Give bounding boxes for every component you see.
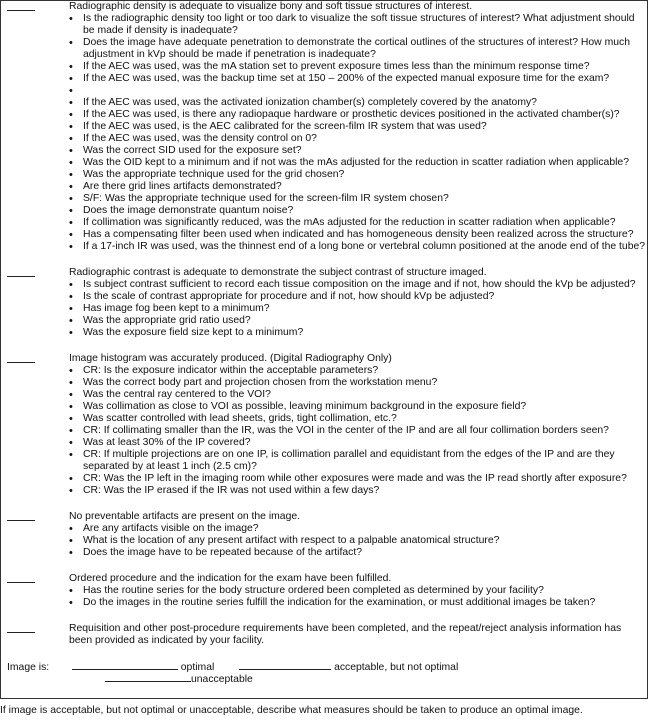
list-item: • Has the routine series for the body structure ordered been completed as determined by your facility? (69, 585, 647, 597)
list-item: • Does the image have to be repeated because of the artifact? (69, 547, 647, 559)
check-blank[interactable] (7, 353, 35, 363)
check-blank[interactable] (7, 1, 35, 11)
section-requisition (1, 623, 647, 647)
list-item: • Is the scale of contrast appropriate for procedure and if not, how should kVp be adjusted? (69, 291, 647, 303)
list-item: • Is the radiographic density too light or too dark to visualize the soft tissue structures of interest? What adjustment should be made if density is inadequate? (69, 13, 647, 37)
list-item: • Are any artifacts visible on the image? (69, 523, 647, 535)
list-item: • If a 17-inch IR was used, was the thinnest end of a long bone or vertebral column positioned at the anode end of the tube? (69, 241, 647, 253)
list-item: • If the AEC was used, is the AEC calibrated for the screen-film IR system that was used? (69, 121, 647, 133)
section-heading: No preventable artifacts are present on the image. (69, 511, 301, 522)
list-item: • Is subject contrast sufficient to record each tissue composition on the image and if not, how should the kVp be adjusted? (69, 279, 647, 291)
section-items (69, 365, 647, 497)
list-item: • If the AEC was used, was the mA station set to prevent exposure times less than the minimum response time? (69, 61, 647, 73)
list-item: • If the AEC was used, was the activated ionization chamber(s) completely covered by the anatomy? (69, 97, 647, 109)
list-item: • Was collimation as close to VOI as possible, leaving minimum background in the exposure field? (69, 401, 647, 413)
list-item: • If collimation was significantly reduced, was the mAs adjusted for the reduction in scatter radiation when applicable? (69, 217, 647, 229)
section-artifacts (1, 511, 647, 559)
section-heading: Ordered procedure and the indication for the exam have been fulfilled. (69, 573, 392, 584)
section-histogram (1, 353, 647, 497)
list-item: • Was the exposure field size kept to a minimum? (69, 327, 647, 339)
section-items (69, 279, 647, 339)
list-item: • CR: If collimating smaller than the IR, was the VOI in the center of the IP and are all four collimation borders seen? (69, 425, 647, 437)
list-item: • Was the appropriate technique used for the grid chosen? (69, 169, 647, 181)
list-item: • Was the OID kept to a minimum and if not was the mAs adjusted for the reduction in scatter radiation when applicable? (69, 157, 647, 169)
list-item: • Do the images in the routine series fulfill the indication for the examination, or must additional images be taken? (69, 597, 647, 609)
list-item: • Has a compensating filter been used when indicated and has homogeneous density been realized across the structure? (69, 229, 647, 241)
list-item: • CR: Was the IP erased if the IR was not used within a few days? (69, 485, 647, 497)
list-item: • If the AEC was used, was the density control on 0? (69, 133, 647, 145)
section-procedure (1, 573, 647, 609)
list-item: • If the AEC was used, is there any radiopaque hardware or prosthetic devices positioned in the activated chamber(s)? (69, 109, 647, 121)
footer-note: If image is acceptable, but not optimal or unacceptable, describe what measures should be taken to produce an optimal image. (0, 705, 583, 716)
list-item: • Was the correct body part and projection chosen from the workstation menu? (69, 377, 647, 389)
unacceptable-blank[interactable] (105, 672, 191, 682)
acceptable-blank[interactable] (239, 660, 331, 670)
list-item: • CR: Was the IP left in the imaging room while other exposures were made and was the IP read shortly after exposure? (69, 473, 647, 485)
optimal-blank[interactable] (72, 660, 178, 670)
list-item: • Was the correct SID used for the exposure set? (69, 145, 647, 157)
check-blank[interactable] (7, 267, 35, 277)
list-item: • Was the central ray centered to the VOI? (69, 389, 647, 401)
list-item: • CR: Is the exposure indicator within the acceptable parameters? (69, 365, 647, 377)
section-contrast (1, 267, 647, 339)
list-item: • Does the image have adequate penetration to demonstrate the cortical outlines of the structures of interest? How much adjustment in kVp should be made if penetration is inadequate? (69, 37, 647, 61)
list-item: • What is the location of any present artifact with respect to a palpable anatomical structure? (69, 535, 647, 547)
list-item: • Was at least 30% of the IP covered? (69, 437, 647, 449)
section-density (1, 1, 647, 253)
list-item: • Has image fog been kept to a minimum? (69, 303, 647, 315)
list-item: • If the AEC was used, was the backup time set at 150 – 200% of the expected manual exposure time for the exam? (69, 73, 647, 85)
section-items (69, 585, 647, 609)
image-is-label: Image is: (7, 662, 50, 673)
check-blank[interactable] (7, 623, 35, 633)
section-heading: Radiographic contrast is adequate to demonstrate the subject contrast of structure imaged. (69, 267, 487, 278)
list-item (69, 85, 647, 97)
list-item: • CR: If multiple projections are on one IP, is collimation parallel and equidistant from the edges of the IP and are they separated by at least 1 inch (2.5 cm)? (69, 449, 647, 473)
section-heading: Image histogram was accurately produced. (Digital Radiography Only) (69, 353, 392, 364)
optimal-label: optimal (180, 662, 215, 673)
image-rating (1, 660, 647, 684)
list-item: • Was the appropriate grid ratio used? (69, 315, 647, 327)
acceptable-label: acceptable, but not optimal (334, 662, 459, 673)
list-item: • Are there grid lines artifacts demonstrated? (69, 181, 647, 193)
list-item: • Does the image demonstrate quantum noise? (69, 205, 647, 217)
check-blank[interactable] (7, 573, 35, 583)
section-heading: Requisition and other post-procedure requirements have been completed, and the repeat/reject analysis information has been provided as indicated by your facility. (69, 623, 622, 646)
list-item: • S/F: Was the appropriate technique used for the screen-film IR system chosen? (69, 193, 647, 205)
section-items (69, 523, 647, 559)
section-heading: Radiographic density is adequate to visualize bony and soft tissue structures of interest. (69, 1, 473, 12)
section-items (69, 13, 647, 253)
unacceptable-label: unacceptable (191, 674, 253, 685)
list-item: • Was scatter controlled with lead sheets, grids, tight collimation, etc.? (69, 413, 647, 425)
check-blank[interactable] (7, 511, 35, 521)
